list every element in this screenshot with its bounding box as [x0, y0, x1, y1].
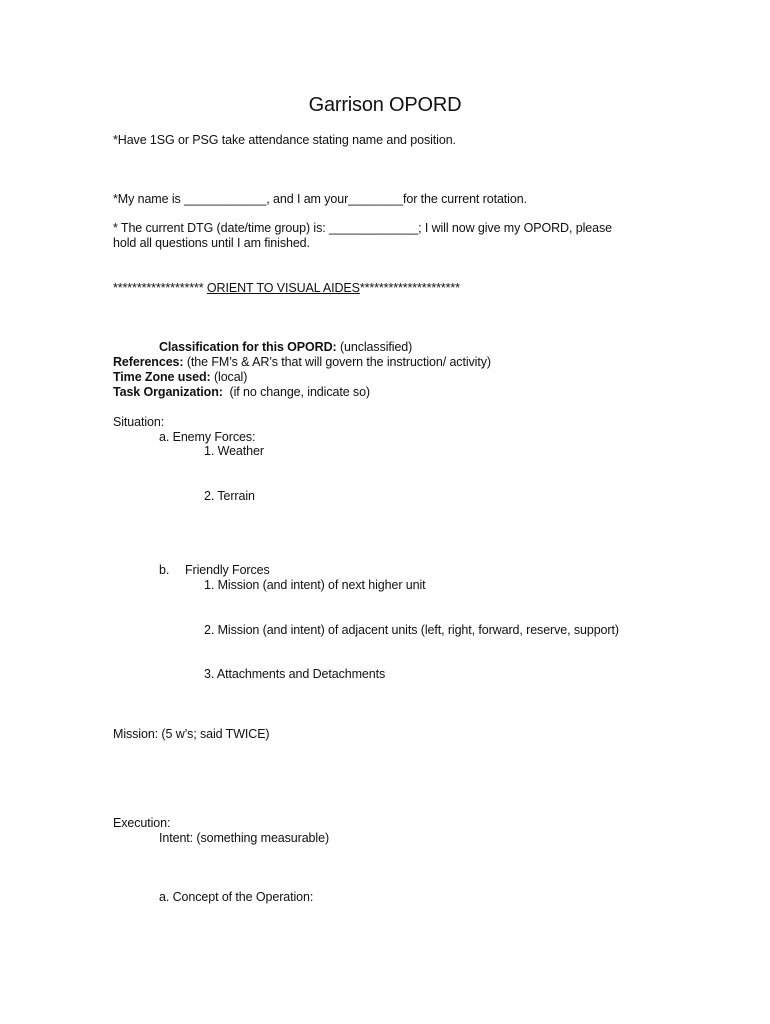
references-value: (the FM’s & AR’s that will govern the instruction/ activity) — [186, 355, 491, 369]
dtg-prefix: * The current DTG (date/time group) is: — [113, 221, 326, 235]
intro-suffix: for the current rotation. — [402, 192, 527, 206]
classification-line — [159, 340, 412, 355]
dtg-blank: _____________ — [329, 221, 419, 235]
friendly-forces-letter: b. — [159, 563, 170, 577]
friendly-forces-label: Friendly Forces — [185, 563, 270, 577]
references-label: References: — [113, 355, 184, 369]
time-zone-label: Time Zone used: — [113, 370, 211, 384]
time-zone-line — [113, 370, 247, 385]
situation-heading: Situation: — [113, 415, 165, 429]
dtg-suffix: ; I will now give my OPORD, please — [418, 221, 612, 235]
classification-value: (unclassified) — [339, 340, 413, 354]
task-org-line — [113, 385, 370, 400]
enemy-item-terrain: 2. Terrain — [204, 489, 255, 503]
task-org-value: (if no change, indicate so) — [229, 385, 370, 399]
attendance-instruction: *Have 1SG or PSG take attendance stating name and position. — [113, 133, 456, 147]
references-line — [113, 355, 491, 370]
orient-text: ORIENT TO VISUAL AIDES — [206, 281, 360, 295]
classification-label: Classification for this OPORD: — [159, 340, 337, 354]
friendly-item-adjacent-units: 2. Mission (and intent) of adjacent units (left, right, forward, reserve, support) — [204, 623, 619, 637]
position-blank: ________ — [348, 192, 403, 206]
mission-line: Mission: (5 w’s; said TWICE) — [113, 727, 270, 741]
friendly-item-higher-unit: 1. Mission (and intent) of next higher unit — [204, 578, 426, 592]
dtg-line — [113, 221, 612, 236]
time-zone-value: (local) — [213, 370, 248, 384]
orient-stars-left: ******************* — [113, 281, 204, 295]
enemy-item-weather: 1. Weather — [204, 444, 264, 458]
task-org-label: Task Organization: — [113, 385, 223, 399]
intent-line: Intent: (something measurable) — [159, 831, 330, 845]
intro-mid: , and I am your — [266, 192, 349, 206]
name-blank: ____________ — [184, 192, 267, 206]
page-title: Garrison OPORD — [308, 94, 462, 116]
enemy-forces-label: a. Enemy Forces: — [159, 430, 256, 444]
friendly-item-attachments: 3. Attachments and Detachments — [204, 667, 386, 681]
concept-line: a. Concept of the Operation: — [159, 890, 314, 904]
orient-stars-right: ********************* — [359, 281, 460, 295]
execution-heading: Execution: — [113, 816, 171, 830]
orient-line — [113, 281, 460, 296]
intro-prefix: *My name is — [113, 192, 181, 206]
dtg-line-2: hold all questions until I am finished. — [113, 236, 310, 250]
intro-line — [113, 192, 527, 207]
